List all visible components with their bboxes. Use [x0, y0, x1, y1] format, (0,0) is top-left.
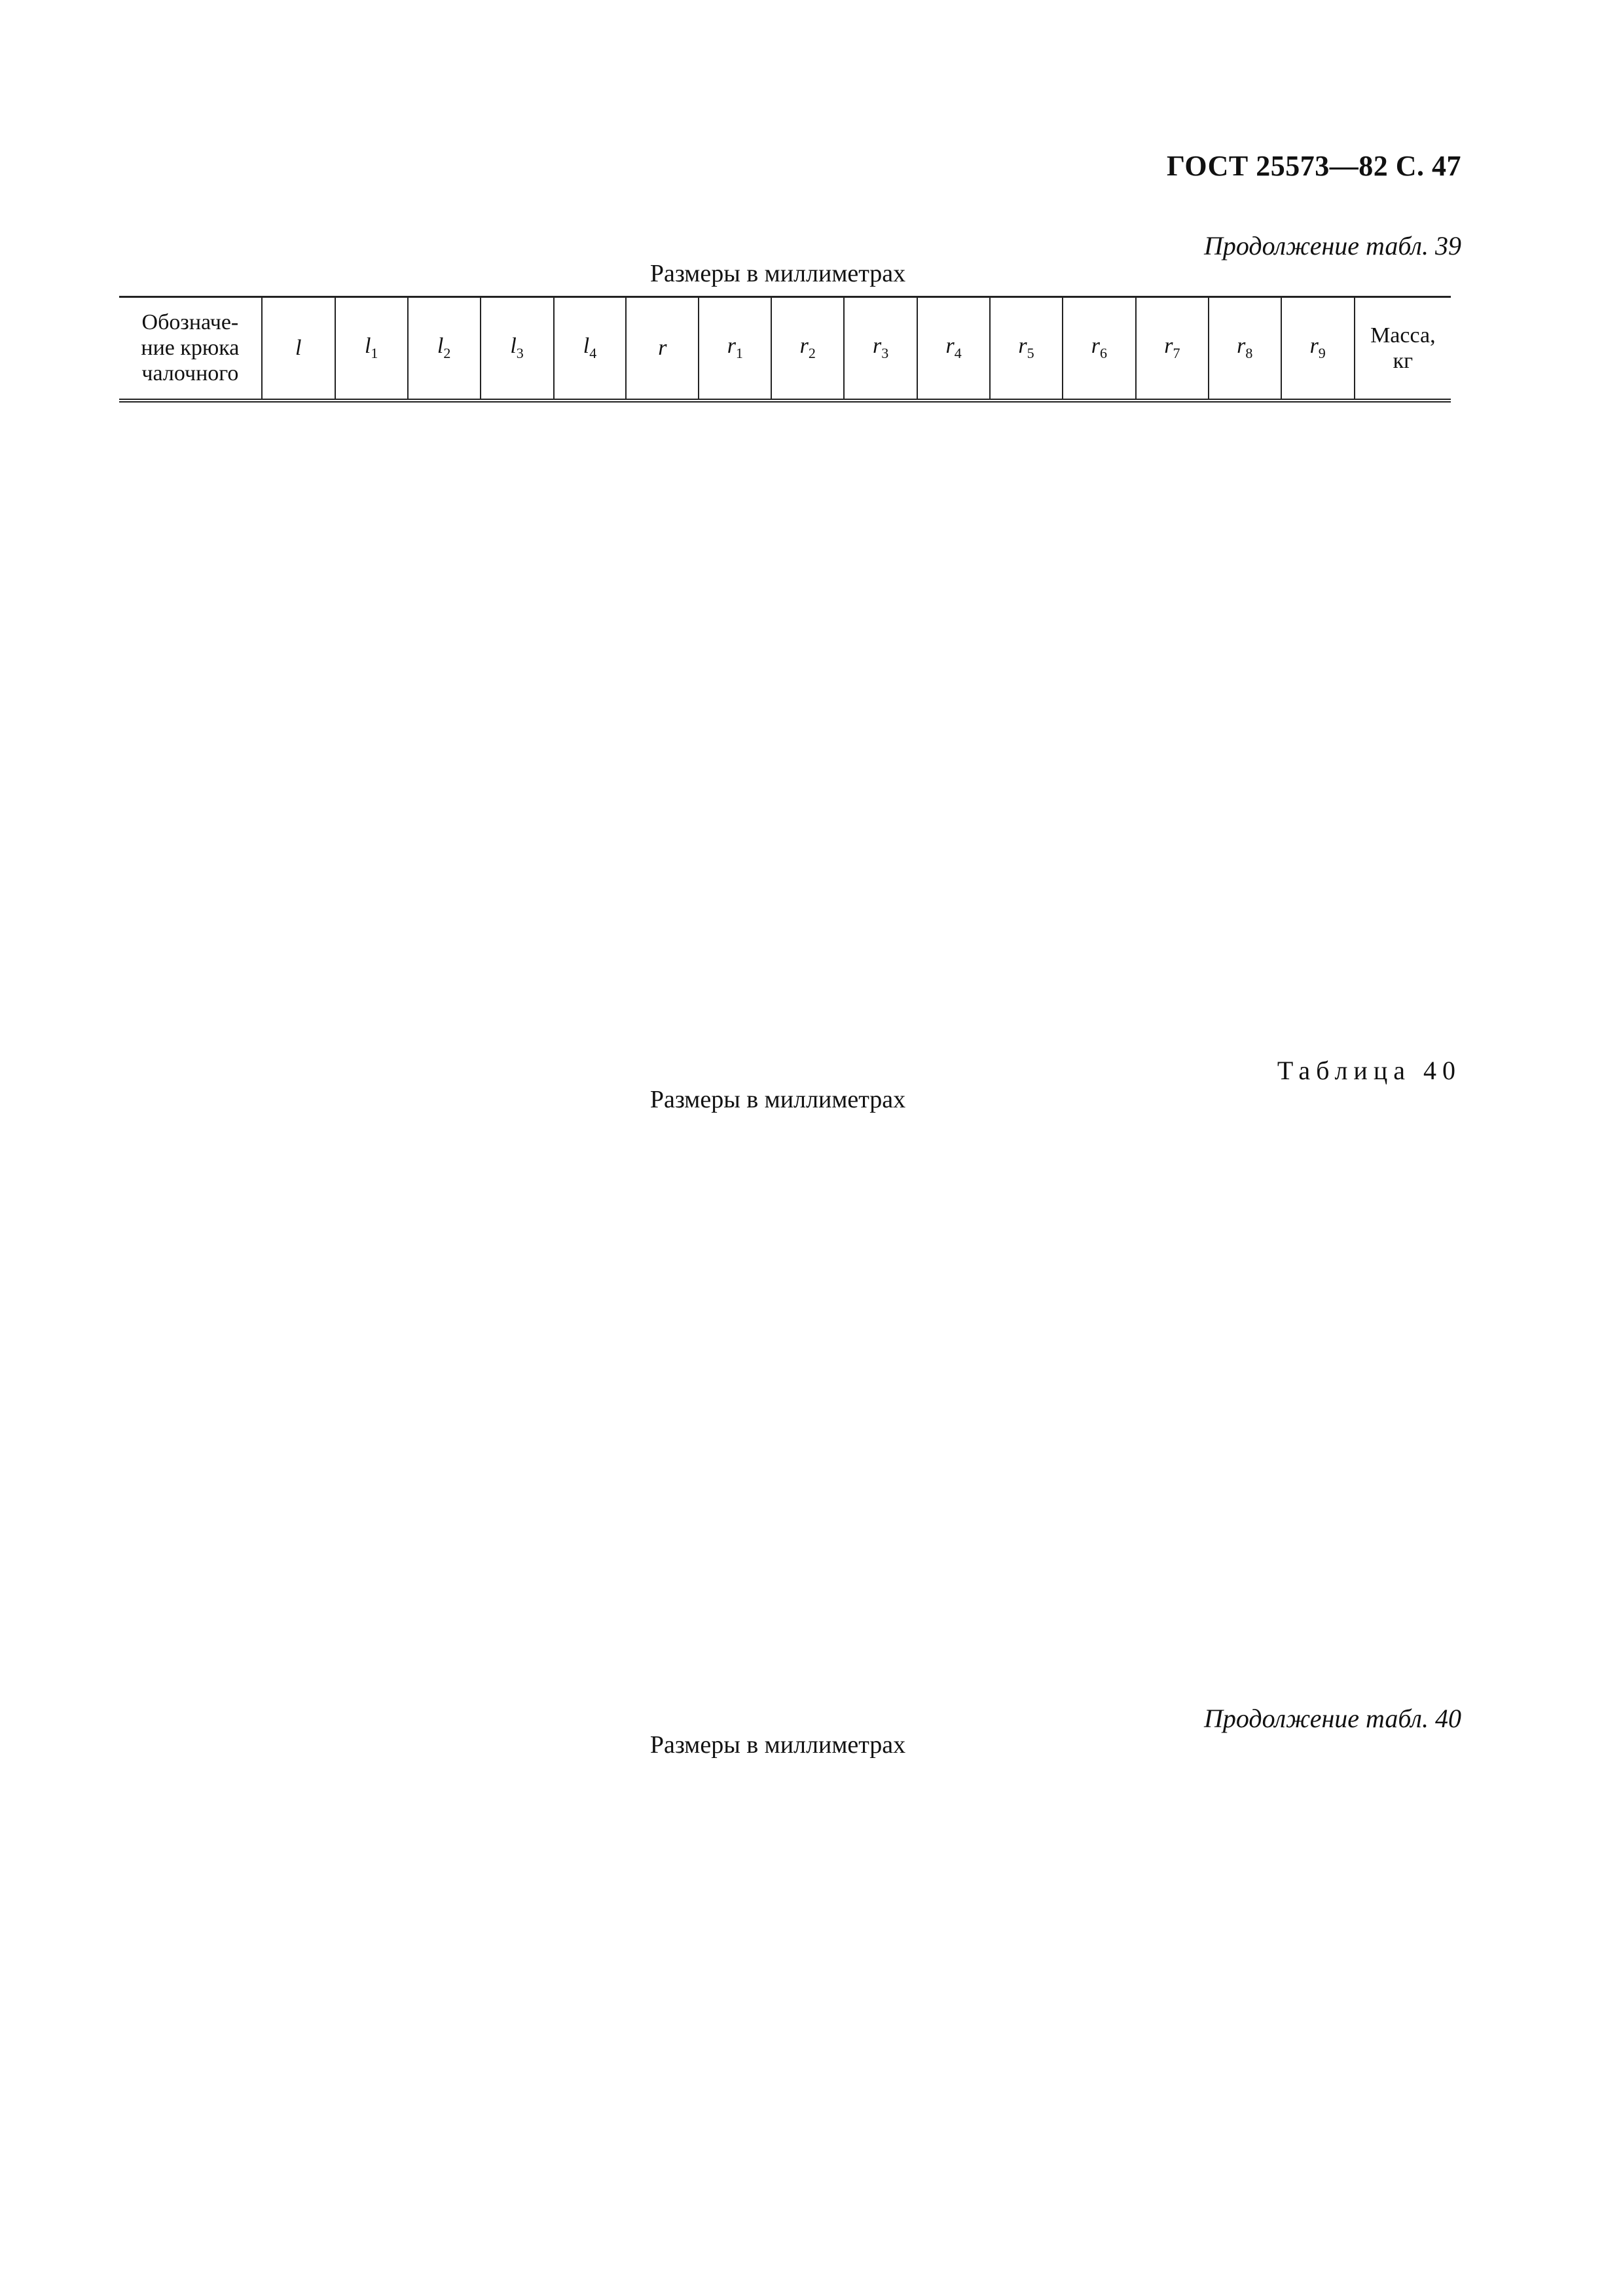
table-40-units: Размеры в миллиметрах	[649, 1086, 906, 1113]
header-r4: $r_4$	[917, 297, 990, 401]
header-r8: $r_8$	[1209, 297, 1281, 401]
table-40-continuation-label: Продолжение табл. 40	[1203, 1704, 1461, 1733]
table-39-units: Размеры в миллиметрах	[649, 260, 906, 287]
header-l: l	[262, 297, 335, 401]
header-r: r	[626, 297, 699, 401]
header-r6: $r_6$	[1063, 297, 1136, 401]
table-40	[119, 1122, 1451, 1227]
table-40-continued	[119, 1767, 1451, 1872]
page-header: ГОСТ 25573—82 С. 47	[1166, 150, 1461, 182]
header-l3: $l_3$	[481, 297, 554, 401]
table-40-label: Таблица 40	[1277, 1056, 1461, 1085]
header-r9: $r_9$	[1281, 297, 1355, 401]
header-l4: $l_4$	[554, 297, 627, 401]
table-39	[119, 296, 1451, 403]
header-designation: Обозначе- ние крюка чалочного	[119, 297, 262, 401]
header-l2: $l_2$	[408, 297, 481, 401]
table-39-continuation-label: Продолжение табл. 39	[1203, 231, 1461, 260]
header-l1: $l_1$	[335, 297, 408, 401]
header-mass: Масса, кг	[1355, 297, 1451, 401]
header-r1: $r_1$	[699, 297, 771, 401]
header-r2: $r_2$	[771, 297, 844, 401]
header-r5: $r_5$	[990, 297, 1063, 401]
header-r3: $r_3$	[844, 297, 917, 401]
header-r7: $r_7$	[1136, 297, 1209, 401]
table-40-cont-units: Размеры в миллиметрах	[649, 1731, 906, 1759]
